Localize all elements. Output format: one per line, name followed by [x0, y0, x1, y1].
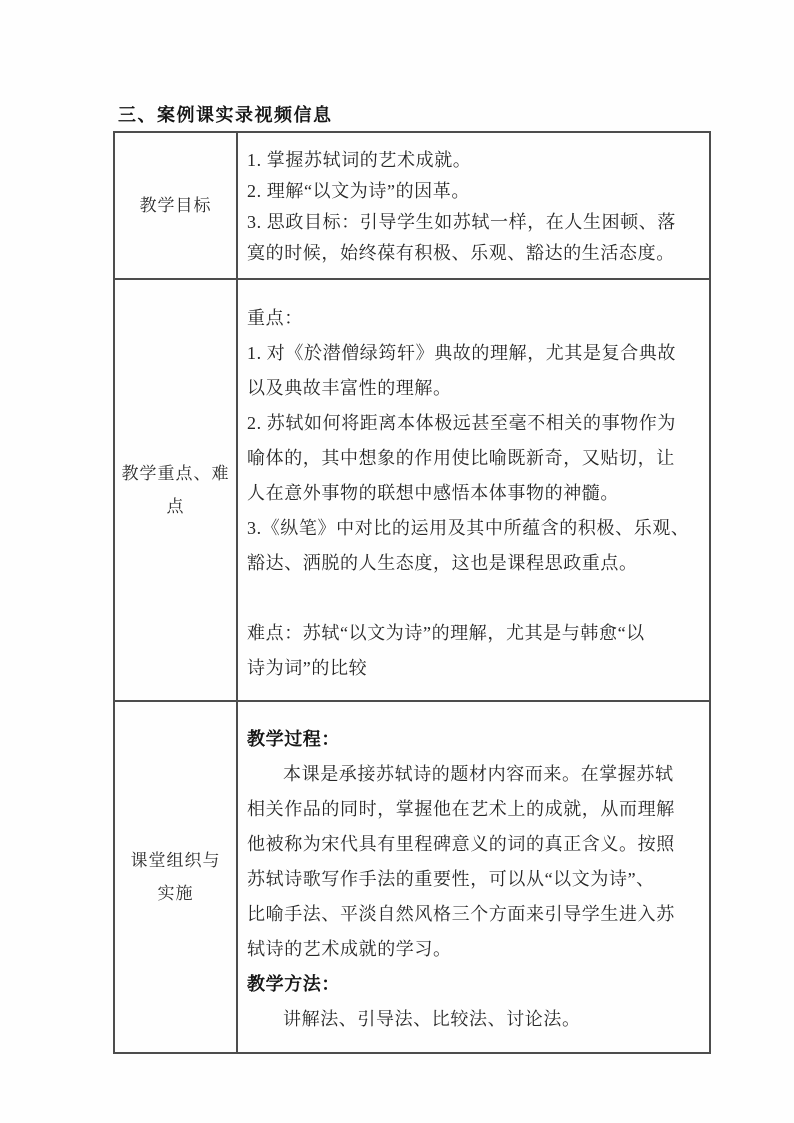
row-content-key-difficult-points — [237, 279, 710, 701]
table-row-key-difficult-points — [114, 279, 710, 701]
subsection-heading-teaching-process: 教学过程： — [247, 728, 340, 749]
text-line: 诗为词”的比较 — [247, 657, 368, 678]
row-label-class-organization — [114, 701, 237, 1053]
text-line: 喻体的，其中想象的作用使比喻既新奇，又贴切，让 — [247, 447, 675, 468]
row-content-class-organization — [237, 701, 710, 1053]
row-label-text: 点 — [166, 497, 185, 516]
row-label-text: 教学重点、难 — [121, 464, 230, 483]
row-content-teaching-goals — [237, 132, 710, 279]
text-line: 豁达、洒脱的人生态度，这也是课程思政重点。 — [247, 552, 638, 573]
text-line: 本课是承接苏轼诗的题材内容而来。在掌握苏轼 — [283, 763, 674, 784]
text-line: 1. 掌握苏轼词的艺术成就。 — [247, 149, 472, 170]
text-line: 难点：苏轼“以文为诗”的理解，尤其是与韩愈“以 — [247, 622, 645, 643]
text-line: 苏轼诗歌写作手法的重要性，可以从“以文为诗”、 — [247, 868, 655, 889]
section-title: 三、案例课实录视频信息 — [118, 105, 333, 125]
row-label-key-difficult-points — [114, 279, 237, 701]
text-line: 1. 对《於潜僧绿筠轩》典故的理解，尤其是复合典故 — [247, 342, 676, 363]
table-row-teaching-goals — [114, 132, 710, 279]
row-label-text: 教学目标 — [139, 196, 212, 215]
text-line: 重点： — [247, 307, 303, 328]
blank-line — [247, 581, 697, 616]
text-line: 讲解法、引导法、比较法、讨论法。 — [283, 1008, 581, 1029]
row-label-text: 实施 — [157, 884, 194, 903]
row-label-text: 课堂组织与 — [130, 851, 221, 870]
teaching-info-table — [113, 131, 711, 1054]
text-line: 轼诗的艺术成就的学习。 — [247, 938, 452, 959]
subsection-heading-teaching-methods: 教学方法： — [247, 973, 340, 994]
text-line: 3. 思政目标：引导学生如苏轼一样，在人生困顿、落 — [247, 211, 676, 232]
text-line: 2. 苏轼如何将距离本体极远甚至毫不相关的事物作为 — [247, 412, 676, 433]
text-line: 以及典故丰富性的理解。 — [247, 377, 452, 398]
text-line: 3.《纵笔》中对比的运用及其中所蕴含的积极、乐观、 — [247, 517, 690, 538]
text-line: 人在意外事物的联想中感悟本体事物的神髓。 — [247, 482, 619, 503]
text-line: 2. 理解“以文为诗”的因革。 — [247, 180, 470, 201]
text-line: 比喻手法、平淡自然风格三个方面来引导学生进入苏 — [247, 903, 675, 924]
row-label-teaching-goals — [114, 132, 237, 279]
text-line: 寞的时候，始终葆有积极、乐观、豁达的生活态度。 — [247, 242, 675, 263]
table-row-class-organization — [114, 701, 710, 1053]
text-line: 相关作品的同时，掌握他在艺术上的成就，从而理解 — [247, 798, 675, 819]
text-line: 他被称为宋代具有里程碑意义的词的真正含义。按照 — [247, 833, 675, 854]
